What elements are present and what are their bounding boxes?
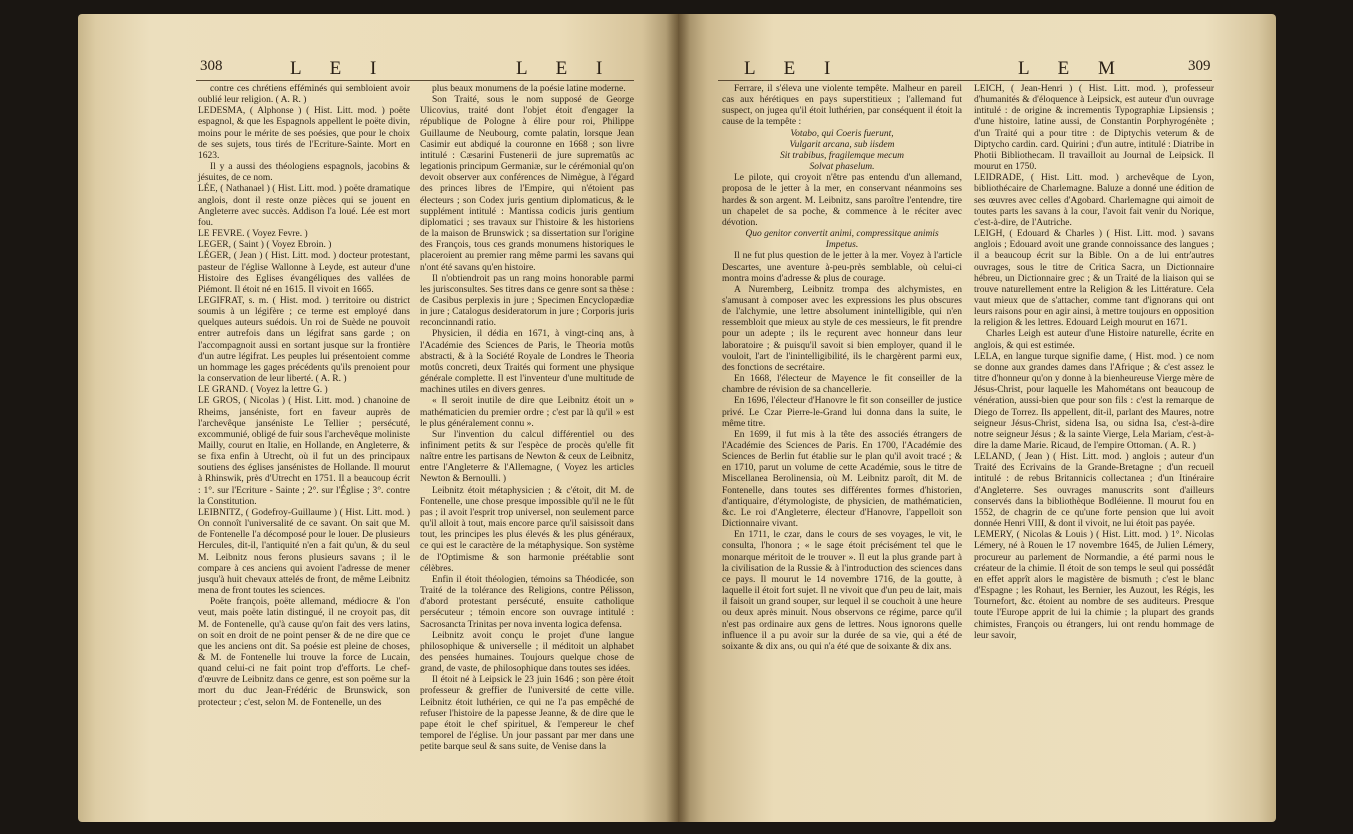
text-column-right [974,84,1214,642]
dictionary-entry: LEIDRADE, ( Hist. Litt. mod. ) archevêque de Lyon, bibliothécaire de Charlemagne. Baluze a donné une édition de ses œuvres avec celles d'Agobard. Charlemagne qui aimoit de toutes parts les savans à la cour, l'avoit fait venir du Norique, c'est-à-dire, de l'Autriche. [974,173,1214,228]
dictionary-entry: LEGER, ( Saint ) ( Voyez Ebroin. ) [198,240,332,251]
paragraph: Il n'obtiendroit pas un rang moins honorable parmi les jurisconsultes. Ses titres dans ce genre sont sa thèse : de Casibus perplexis in jure ; Specimen Encyclopædiæ in jure ; Catalogus desideratorum in jure ; Corporis juris reconcinnandi ratio. [420,273,634,329]
book-gutter [666,14,690,822]
dictionary-entry: LELA, en langue turque signifie dame, ( Hist. mod. ) ce nom se donne aux grandes dames dans l'Afrique ; & c'est assez le titre d'honneur qu'on y donne à la bienheureuse Vierge mère de Jésus-Christ, pour laquelle les Mahométans ont beaucoup de vénération, aussi-bien que pour son fils : c'est la remarque de Diego de Torrez. Ils appellent, dit-il, parlant des Maures, notre seigneur Jésus-Christ, sidena Isa, ou sidna Isa, c'est-à-dire notre seigneur Jésus ; & la sainte Vierge, Lela Mariam, c'est-à-dire la dame Marie. Ricaud, de l'empire Ottoman. ( A. R. ) [974,351,1214,451]
paragraph: Il ne fut plus question de le jetter à la mer. Voyez à l'article Descartes, une aventure à-peu-près semblable, où celui-ci montra moins d'adresse & plus de courage. [722,251,962,284]
open-book [78,14,1276,822]
page-number: 309 [1188,58,1211,74]
dictionary-entry: LEICH, ( Jean-Henri ) ( Hist. Litt. mod. ), professeur d'humanités & d'éloquence à Leipsick, est auteur d'un ouvrage intitulé : de origine & incrementis Typographiæ Lipsiensis ; d'une histoire, latine aussi, de Constantin Porphyrogénète ; d'un Traité qui a pour titre : de Diptychis veterum & de Diptycho cardin. card. Quirini ; d'un autre, intitulé : Diatribe in Photii Bibliothecam. Il travailloit au Journal de Leipsick. Il mourut en 1750. [974,84,1214,173]
dictionary-entry: LE GRAND. ( Voyez la lettre G. ) [198,385,328,396]
paragraph: Sur l'invention du calcul différentiel ou des infiniment petits & sur l'espèce de procès qu'elle fit naître entre les partisans de Newton & ceux de Leibnitz, entre l'Angleterre & l'Allemagne, ( Voyez les articles Newton & Bernoulli. ) [420,429,634,485]
paragraph: Enfin il étoit théologien, témoins sa Théodicée, son Traité de la tolérance des Religions, contre Pélisson, d'abord protestant persécuté, ensuite catholique persécuteur ; témoin encore son ouvrage intitulé : Sacrosancta Trinitas per nova inventa logica defensa. [420,574,634,630]
paragraph: contre ces chrétiens efféminés qui sembloient avoir oublié leur religion. ( A. R. ) [198,84,410,106]
running-head: L E M [1018,58,1127,79]
dictionary-entry: LE GROS, ( Nicolas ) ( Hist. Litt. mod. ) chanoine de Rheims, janséniste, fort en faveur auprès de l'archevêque janséniste Le Tellier ; persécuté, excommunié, obligé de fuir sous l'archevêque moliniste Mailly, courut en Italie, en Hollande, en Angleterre, & se fixa enfin à Utrecht, où il fut un des principaux soutiens des églises jansénistes de Hollande. Il mourut à Rhinswik, près d'Utrecht en 1751. Il a beaucoup écrit : 1°. sur l'Ecriture - Sainte ; 2°. sur l'Église ; 3°. contre la Constitution. [198,396,410,507]
text-column-left [722,84,962,653]
paragraph: En 1699, il fut mis à la tête des associés étrangers de l'Académie des Sciences de Paris. En 1700, l'Académie des Sciences de Berlin fut établie sur le plan qu'il avoit tracé ; & en 1710, parut un volume de cette Académie, sous le titre de Miscellanea Berolinensia, où M. Leibnitz paroît, dit M. de Fontenelle, dans toutes ses différentes formes d'historien, d'antiquaire, d'étymologiste, de physicien, de mathématicien, &c. Le roi d'Angleterre, électeur d'Hanovre, l'appelloit son Dictionnaire vivant. [722,429,962,530]
paragraph: Le pilote, qui croyoit n'être pas entendu d'un allemand, proposa de le jetter à la mer, en conservant néanmoins ses hardes & son argent. M. Leibnitz, sans paroître l'entendre, tire un chapelet de sa poche, & commence à le réciter avec dévotion. [722,173,962,228]
paragraph: Il étoit né à Leipsick le 23 juin 1646 ; son père étoit professeur & greffier de l'université de cette ville. Leibnitz étoit luthérien, ce qui ne l'a pas empêché de refuser l'histoire de la papesse Jeanne, & de dire que le pape étoit le chef spirituel, & l'empereur le chef temporel de l'église. Un jour passant par mer dans une petite barque seul & sans suite, de Venise dans la [420,675,634,753]
dictionary-entry: LEGIFRAT, s. m. ( Hist. mod. ) territoire ou district soumis à un légifère ; ce terme est employé dans quelques auteurs suédois. Un roi de Suède ne pouvoit entrer autrefois dans un légifrat sans garde ; on l'accompagnoit aussi en sortant jusque sur la frontière d'un autre légifrat. Les peuples lui présentoient comme un hommage les gages précédents qu'ils prenoient pour la conservation de leur liberté. ( A. R. ) [198,295,410,385]
dictionary-entry: LE FEVRE. ( Voyez Fevre. ) [198,229,308,240]
running-head: L E I [516,58,615,79]
paragraph: Son Traité, sous le nom supposé de George Ulicovius, traité dont l'objet étoit d'engager la république de Pologne à élire pour roi, Philippe Guillaume de Neubourg, comte palatin, lorsque Jean Casimir eut abdiqué la couronne en 1668 ; son livre intitulé : Cæsarini Fustenerii de jure suprematûs ac legationis principum Germaniæ, sur le cérémonial qu'on devoit observer aux conférences de Nimègue, à l'égard des princes libres de l'Empire, qui n'étoient pas électeurs ; son Codex juris gentium diplomaticus, & le supplément intitulé : Mantissa codicis juris gentium diplomatici ; ses travaux sur l'histoire & les historiens de la maison de Brunswick ; sa dissertation sur l'origine des François, tous ces grands monumens historiques le placeroient au premier rang même parmi les savans qui n'ont été savans qu'en histoire. [420,95,634,273]
verse-line: Quo genitor convertit animi, compressitque animis [745,229,939,240]
dictionary-entry: LEMERY, ( Nicolas & Louis ) ( Hist. Litt. mod. ) 1°. Nicolas Lémery, né à Rouen le 17 novembre 1645, de Julien Lémery, procureur au parlement de Normandie, a été parmi nous le créateur de la chimie. Il étoit de son temps le seul qui possédât en effet apprît alors le magistère de bismuth ; c'est le blanc d'Espagne ; les Rohaut, les Bernier, les Auzout, les Régis, les Tournefort, &c. étoient au nombre de ses auditeurs. Presque toute l'Europe apprit de lui la chimie ; la plupart des grands chimistes, François ou étrangers, lui ont rendu hommage de leur savoir, [974,530,1214,641]
dictionary-entry: LÉGER, ( Jean ) ( Hist. Litt. mod. ) docteur protestant, pasteur de l'église Wallonne à Leyde, est auteur d'une Histoire des Eglises évangéliques des vallées de Piémont. Il étoit né en 1615. Il vivoit en 1665. [198,251,410,295]
text-column-right [420,84,634,753]
dictionary-entry: LEIBNITZ, ( Godefroy-Guillaume ) ( Hist. Litt. mod. ) On connoît l'universalité de ce savant. On sait que M. de Fontenelle l'a décomposé pour le louer. De plusieurs Hercules, dit-il, l'antiquité n'en a fait qu'un, & du seul M. Leibnitz nous ferons plusieurs savans ; il le compare à ces anciens qui avoient l'adresse de mener jusqu'à huit chevaux attelés de front, de même Leibnitz mena de front toutes les sciences. [198,507,410,597]
verse-line: Votabo, qui Coeris fuerunt, [790,128,894,139]
running-head: L E I [744,58,843,79]
dictionary-entry: LEIGH, ( Edouard & Charles ) ( Hist. Litt. mod. ) savans anglois ; Edouard avoit une grande connoissance des langues ; il a beaucoup écrit sur la Bible. On a de lui entr'autres ouvrages, sous le titre de Critica Sacra, un Dictionnaire hébreu, un Dictionnaire grec ; & un Traité de la liaison qui se trouve naturellement entre la Religion & les Littérature. Cela vaut mieux que de s'attacher, comme tant d'ignorans qui ont leurs raisons pour en agir ainsi, à mettre toujours en opposition la religion & les lettres. Edouard Leigh mourut en 1671. [974,229,1214,329]
paragraph: Leibnitz avoit conçu le projet d'une langue philosophique & universelle ; il méditoit un alphabet des pensées humaines. Toujours quelque chose de grand, de vaste, de philosophique dans toutes ses idées. [420,630,634,675]
header-rule [718,80,1212,81]
verse-line: Sit trabibus, fragilemque mecum [779,150,904,161]
dictionary-entry: LÉE, ( Nathanael ) ( Hist. Litt. mod. ) poëte dramatique anglois, dont il reste onze pièces qui se jouent en Angleterre avec succès. Addison l'a loué. Lée est mort fou. [198,184,410,228]
paragraph: En 1711, le czar, dans le cours de ses voyages, le vit, le consulta, l'honora ; « le sage étoit précisément tel que le monarque méritoit de le trouver ». Il eut la plus grande part à la civilisation de la Russie & à l'introduction des sciences dans ce pays. Il mourut le 14 novembre 1716, de la goutte, à laquelle il étoit fort sujet. Il ne vivoit que d'un peu de lait, mais il faisoit un grand souper, sur lequel il se couchoit à une heure ou deux après minuit. Nous observons ce régime, parce qu'il n'est pas ordinaire aux gens de lettres. Nous ignorons quelle influence il a pu avoir sur la durée de sa vie, qui a été de soixante & dix ans, ou qui n'a été que de soixante & dix ans. [722,530,962,652]
paragraph: En 1668, l'électeur de Mayence le fit conseiller de la chambre de révision de sa chancellerie. [722,374,962,396]
dictionary-entry: LELAND, ( Jean ) ( Hist. Litt. mod. ) anglois ; auteur d'un Traité des Ecrivains de la Grande-Bretagne ; d'un recueil intitulé : de rebus Britannicis collectanea ; d'un Itinéraire d'Angleterre. Ses ouvrages manuscrits sont d'ailleurs conservés dans la bibliothèque Bodléienne. Il mourut fou en 1552, de chagrin de ce qu'une forte pension que lui avoit donnée Henri VIII, & dont il vivoit, ne lui étoit pas payée. [974,452,1214,530]
header-rule [196,80,634,81]
left-page [78,14,678,822]
paragraph: « Il seroit inutile de dire que Leibnitz étoit un » mathématicien du premier ordre ; c'est par là qu'il » est le plus généralement connu ». [420,396,634,429]
right-page [678,14,1276,822]
paragraph: Ferrare, il s'éleva une violente tempête. Malheur en pareil cas aux hérétiques en pays superstitieux ; l'allemand fut suspect, on jugea qu'il étoit luthérien, par conséquent il étoit la cause de la tempête : [722,84,962,128]
verse-line: Impetus. [825,240,859,251]
running-head: L E I [290,58,389,79]
verse-line: Vulgarit arcana, sub iisdem [789,139,895,150]
paragraph: Physicien, il dédia en 1671, à vingt-cinq ans, à l'Académie des Sciences de Paris, le Theoria motûs abstracti, & à la Société Royale de Londres le Theoria motûs concreti, deux Traités qui forment une physique générale complette. Il est l'inventeur d'une multitude de machines utiles en divers genres. [420,329,634,396]
paragraph: plus beaux monumens de la poésie latine moderne. [432,84,626,94]
paragraph: A Nuremberg, Leibnitz trompa des alchymistes, en s'amusant à composer avec les expressions les plus obscures de l'alchymie, une lettre absolument inintelligible, qui n'en ressembloit que mieux au style de ces messieurs, le fit prendre pour un adepte ; ils le reçurent avec honneur dans leur laboratoire ; & puisqu'il savoit si bien employer, quand il le vouloit, l'art de l'inintelligibilité, ils le chargèrent parmi eux, des fonctions de secrétaire. [722,284,962,373]
text-column-left [198,84,410,709]
paragraph: Charles Leigh est auteur d'une Histoire naturelle, écrite en anglois, & qui est estimée. [974,329,1214,351]
paragraph: Poëte françois, poëte allemand, médiocre & l'on veut, mais poëte latin distingué, il ne croyoit pas, dit M. de Fontenelle, qu'à cause qu'on fait des vers latins, on soit en droit de ne point penser & de ne dire que ce que les anciens ont dit. Sa poésie est pleine de choses, & M. de Fontenelle lui trouve la force de Lucain, quand celui-ci ne fait point trop d'efforts. Le chef-d'œuvre de Leibnitz dans ce genre, est son poëme sur la mort du duc Jean-Frédéric de Brunswick, son protecteur ; c'est, selon M. de Fontenelle, un des [198,597,410,708]
paragraph: Il y a aussi des théologiens espagnols, jacobins & jésuites, de ce nom. [198,162,410,184]
page-number: 308 [200,58,223,74]
dictionary-entry: LEDESMA, ( Alphonse ) ( Hist. Litt. mod. ) poëte espagnol, & que les Espagnols appellent le poëte divin, moins pour le mérite de ses poésies, que pour le choix de ses sujets, tous tirés de l'Ecriture-Sainte. Mort en 1623. [198,106,410,161]
verse-line: Solvat phaselum. [809,162,875,173]
paragraph: En 1696, l'électeur d'Hanovre le fit son conseiller de justice privé. Le Czar Pierre-le-Grand lui donna dans la suite, le même titre. [722,396,962,429]
paragraph: Leibnitz étoit métaphysicien ; & c'étoit, dit M. de Fontenelle, une chose presque impossible qu'il ne le fût pas ; il avoit l'esprit trop universel, non seulement parce qu'il alloit à tout, mais encore parce qu'il saisissoit dans tout, les principes les plus élevés & les plus généraux, ce qui est le caractère de la métaphysique. Son système de l'Optimisme & son harmonie préétablie sont célèbres. [420,485,634,574]
